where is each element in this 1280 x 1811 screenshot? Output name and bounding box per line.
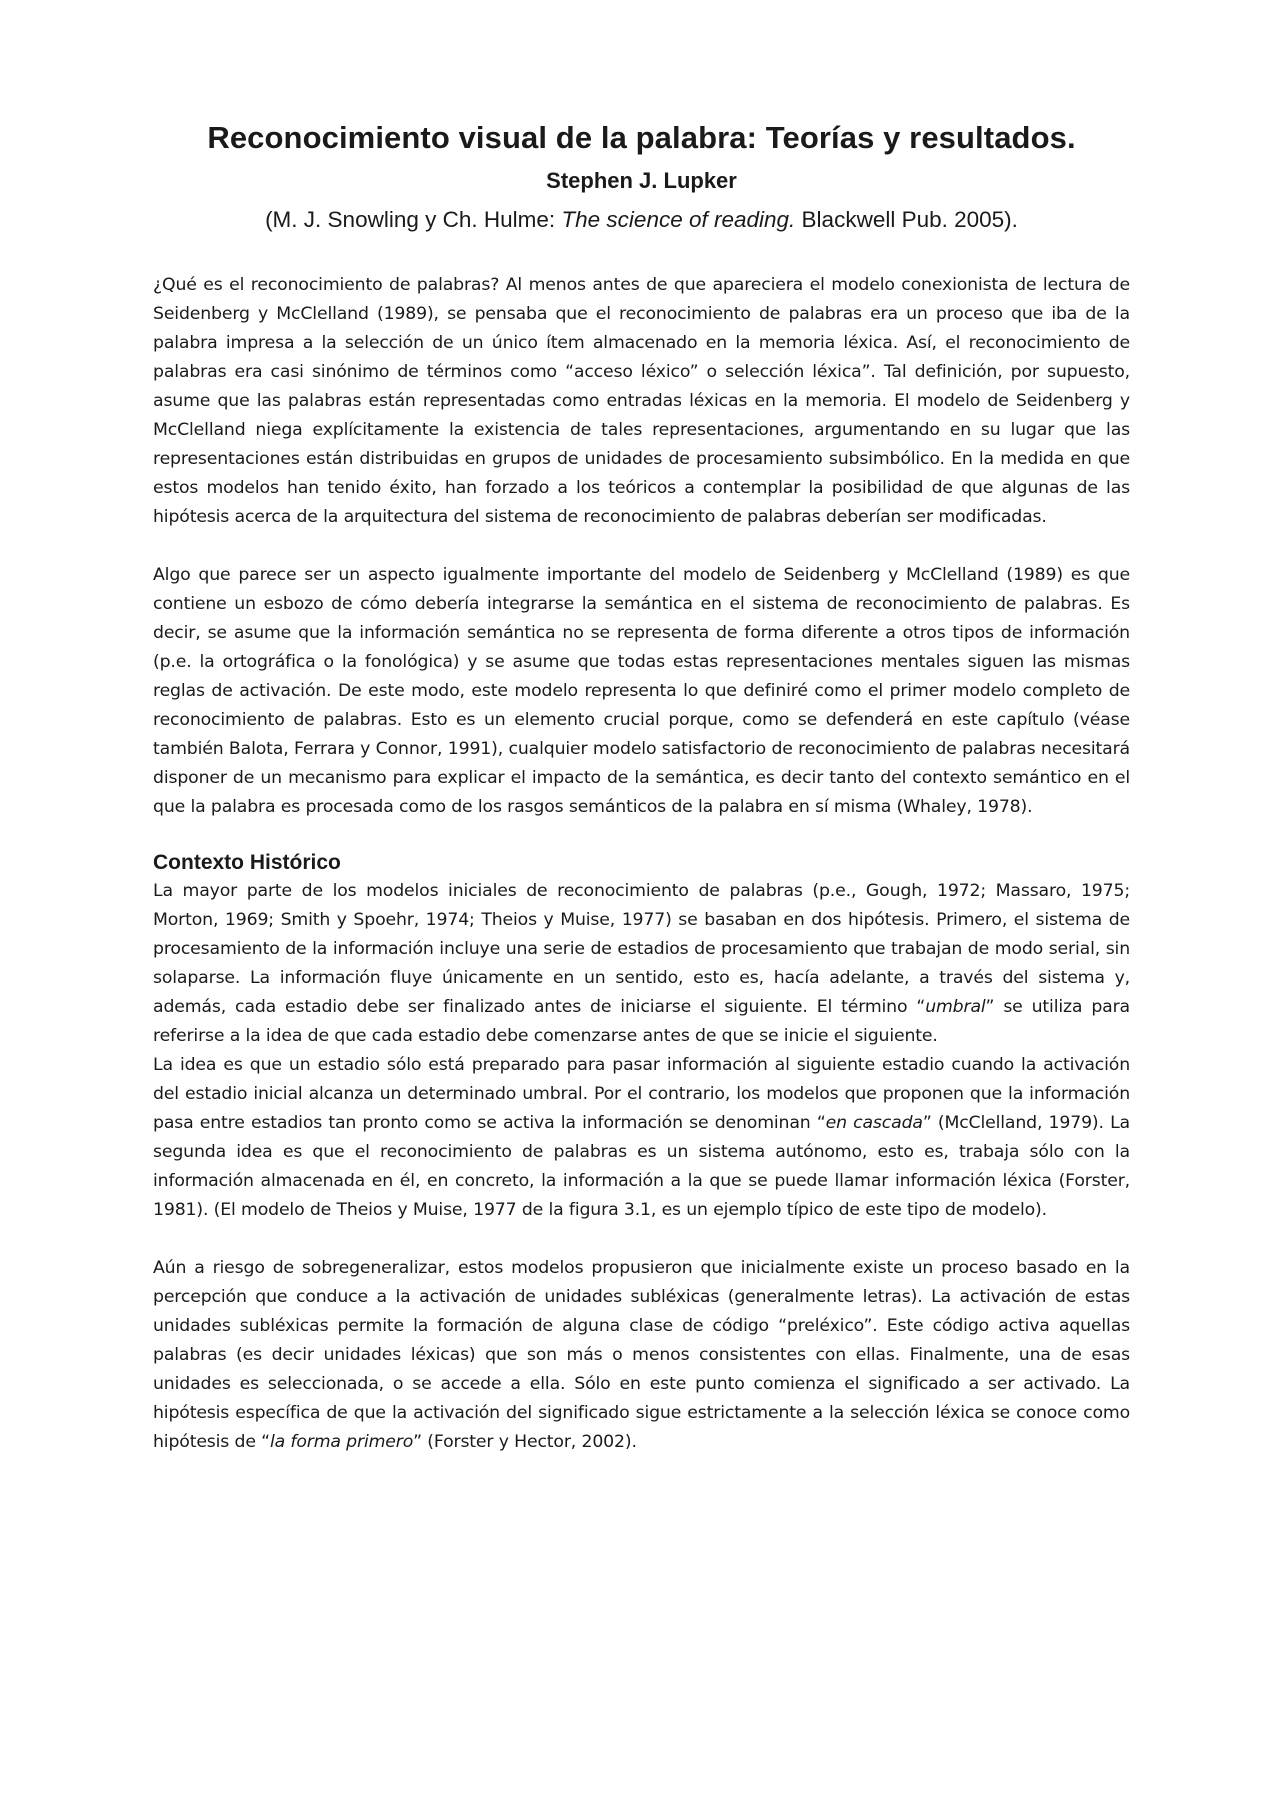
paragraph-4-text-a: La idea es que un estadio sólo está preparado para pasar información al siguiente estadio cuando la activación del estadio inicial alcanza un determinado umbral. Por el contrario, los modelos que proponen que la información pasa entre estadios tan pronto como se activa la información se denominan “ [153,1055,1130,1133]
paragraph-1: ¿Qué es el reconocimiento de palabras? Al menos antes de que apareciera el modelo conexionista de lectura de Seidenberg y McClelland (1989), se pensaba que el reconocimiento de palabras era un proceso que iba de la palabra impresa a la selección de un único ítem almacenado en la memoria léxica. Así, el reconocimiento de palabras era casi sinónimo de términos como “acceso léxico” o selección léxica”. Tal definición, por supuesto, asume que las palabras están representadas como entradas léxicas en la memoria. El modelo de Seidenberg y McClelland niega explícitamente la existencia de tales representaciones, argumentando en su lugar que las representaciones están distribuidas en grupos de unidades de procesamiento subsimbólico. En la medida en que estos modelos han tenido éxito, han forzado a los teóricos a contemplar la posibilidad de que algunas de las hipótesis acerca de la arquitectura del sistema de reconocimiento de palabras deberían ser modificadas. [153,275,1130,527]
paragraph-4-emphasis: en cascada [825,1113,923,1133]
paragraph-3 [153,877,1130,1051]
paragraph-3-text-b: ” se utiliza para referirse a la idea de que cada estadio debe comenzarse antes de que se inicie el siguiente. [153,997,1130,1046]
paragraph-2: Algo que parece ser un aspecto igualmente importante del modelo de Seidenberg y McClelland (1989) es que contiene un esbozo de cómo debería integrarse la semántica en el sistema de reconocimiento de palabras. Es decir, se asume que la información semántica no se representa de forma diferente a otros tipos de información (p.e. la ortográfica o la fonológica) y se asume que todas estas representaciones mentales siguen las mismas reglas de activación. De este modo, este modelo representa lo que definiré como el primer modelo completo de reconocimiento de palabras. Esto es un elemento crucial porque, como se defenderá en este capítulo (véase también Balota, Ferrara y Connor, 1991), cualquier modelo satisfactorio de reconocimiento de palabras necesitará disponer de un mecanismo para explicar el impacto de la semántica, es decir tanto del contexto semántico en el que la palabra es procesada como de los rasgos semánticos de la palabra en sí misma (Whaley, 1978). [153,565,1130,817]
paragraph-5 [153,1254,1130,1457]
paragraph-5-emphasis: la forma primero [269,1432,414,1452]
document-citation [153,204,1130,236]
paragraph-5-text-a: Aún a riesgo de sobregeneralizar, estos modelos propusieron que inicialmente existe un proceso basado en la percepción que conduce a la activación de unidades subléxicas (generalmente letras). La activación de estas unidades subléxicas permite la formación de alguna clase de código “preléxico”. Este código activa aquellas palabras (es decir unidades léxicas) que son más o menos consistentes con ellas. Finalmente, una de esas unidades es seleccionada, o se accede a ella. Sólo en este punto comienza el significado a ser activado. La hipótesis específica de que la activación del significado sigue estrictamente a la selección léxica se conoce como hipótesis de “ [153,1258,1130,1452]
paragraph-4-text-b: ” (McClelland, 1979). La segunda idea es que el reconocimiento de palabras es un sistema autónomo, esto es, trabaja sólo con la información almacenada en él, en concreto, la información a la que se puede llamar información léxica (Forster, 1981). (El modelo de Theios y Muise, 1977 de la figura 3.1, es un ejemplo típico de este tipo de modelo). [153,1113,1130,1220]
section-heading: Contexto Histórico [153,851,341,874]
paragraph-3-emphasis: umbral [925,997,986,1017]
paragraph-4 [153,1051,1130,1225]
paragraph-5-text-b: ” (Forster y Hector, 2002). [413,1432,637,1452]
citation-prefix: (M. J. Snowling y Ch. Hulme: [265,207,562,232]
document-author: Stephen J. Lupker [546,168,737,193]
paragraph-3-text-a: La mayor parte de los modelos iniciales de reconocimiento de palabras (p.e., Gough, 1972; Massaro, 1975; Morton, 1969; Smith y Spoehr, 1974; Theios y Muise, 1977) se basaban en dos hipótesis. Primero, el sistema de procesamiento de la información incluye una serie de estadios de procesamiento que trabajan de modo serial, sin solaparse. La información fluye únicamente en un sentido, esto es, hacía adelante, a través del sistema y, además, cada estadio debe ser finalizado antes de iniciarse el siguiente. El término “ [153,881,1130,1017]
citation-suffix: Blackwell Pub. 2005). [795,207,1018,232]
citation-book-title: The science of reading. [561,207,796,232]
document-title: Reconocimiento visual de la palabra: Teorías y resultados. [207,120,1076,155]
